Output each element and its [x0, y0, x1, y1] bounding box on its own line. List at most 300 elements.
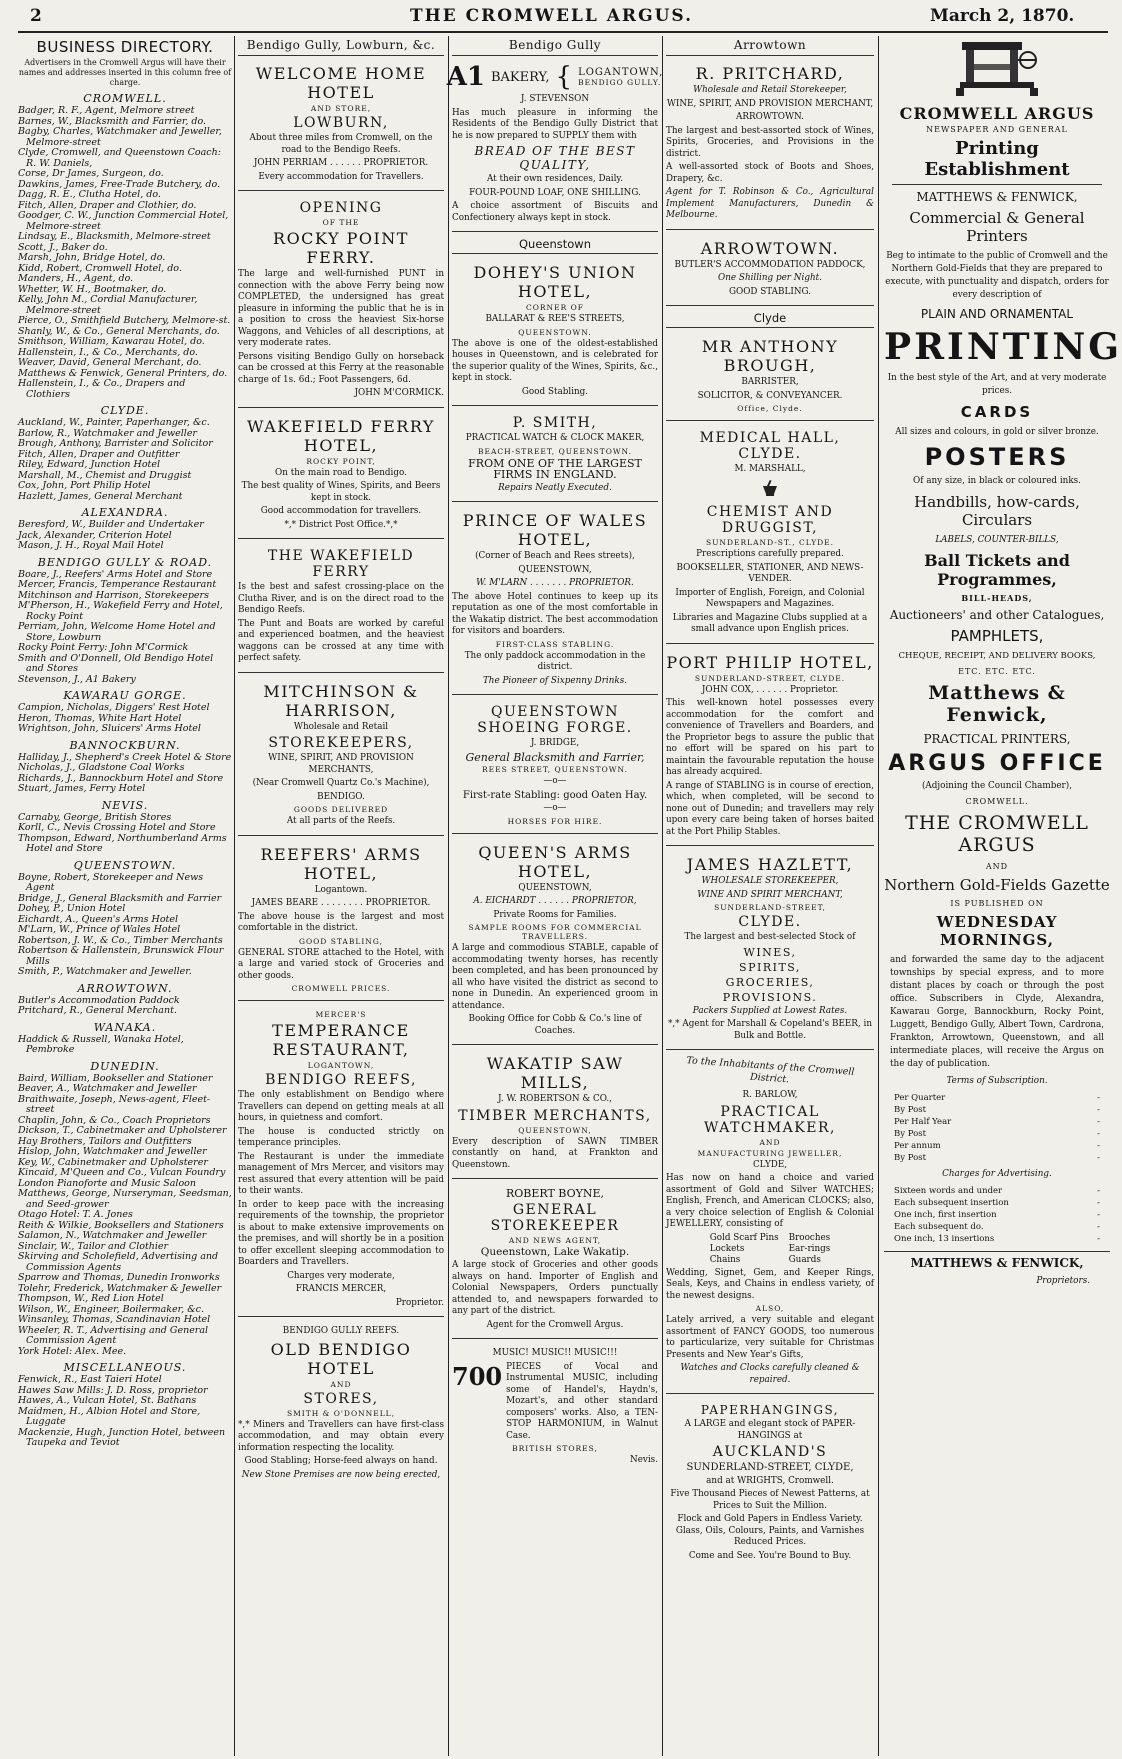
- table-cell: -: [1097, 1105, 1100, 1115]
- directory-entry: Cox, John, Port Philip Hotel: [18, 480, 151, 491]
- and-line: AND: [985, 862, 1009, 871]
- queens-arms-hotel-ad: [452, 837, 658, 1046]
- ad-title: WELCOME HOME HOTEL: [255, 64, 427, 102]
- column-heading: Bendigo Gully, Lowburn, &c.: [238, 38, 444, 56]
- directory-entry: Mackenzie, Hugh, Junction Hotel, between Taupeka and Teviot: [18, 1426, 226, 1448]
- directory-entry: Otago Hotel: T. A. Jones: [18, 1209, 133, 1220]
- directory-town-heading: CLYDE.: [100, 404, 150, 417]
- directory-entry: Reith & Wilkie, Booksellers and Stationers: [18, 1219, 224, 1231]
- ad-line: The only paddock accommodation in the district.: [464, 650, 646, 672]
- ad-place: ARROWTOWN.: [736, 112, 804, 122]
- ad-body: Has much pleasure in informing the Residents of the Bendigo Gully District that he is now prepared to SUPPLY them with: [452, 107, 658, 141]
- directory-entry: Thompson, W., Red Lion Hotel: [18, 1293, 164, 1304]
- column-argus-printing: [884, 36, 1122, 1756]
- ad-item: PROVISIONS.: [722, 990, 818, 1004]
- jewellery-list: [666, 1233, 874, 1266]
- office-location: (Adjoining the Council Chamber),: [922, 781, 1072, 791]
- directory-town-heading: NEVIS.: [101, 798, 149, 812]
- directory-town-heading: QUEENSTOWN.: [73, 858, 177, 872]
- ad-line: Charges very moderate,: [287, 1270, 395, 1281]
- ad-body: Persons visiting Bendigo Gully on horseback can be crossed at this Ferry at the reasonable charge of 1s. 6d.; Foot Passengers, 6d.: [238, 351, 444, 385]
- directory-entry: Matthews, George, Nurseryman, Seedsman, and Seed-grower: [18, 1188, 232, 1210]
- table-row: [894, 1197, 1100, 1209]
- table-cell: Per annum: [894, 1141, 941, 1151]
- table-cell: By Post: [894, 1153, 927, 1163]
- directory-entry: Stevenson, J., A1 Bakery: [18, 673, 136, 685]
- directory-entry: Tolehr, Frederick, Watchmaker & Jeweller: [18, 1282, 222, 1294]
- ad-note: Every accommodation for Travellers.: [258, 171, 424, 182]
- table-row: [894, 1221, 1100, 1233]
- directory-entry: Mercer, Francis, Temperance Restaurant: [18, 579, 217, 590]
- ad-number: 700: [452, 1361, 503, 1391]
- ad-title: ROCKY POINT FERRY.: [273, 229, 409, 267]
- directory-entry: Marsh, John, Bridge Hotel, do.: [18, 252, 166, 263]
- auctioneers-line: Auctioneers' and other Catalogues,: [889, 608, 1105, 622]
- directory-entry: Carnaby, George, British Stores: [18, 811, 172, 823]
- ad-title: ARROWTOWN.: [700, 238, 840, 258]
- directory-entry: Smith and O'Donnell, Old Bendigo Hotel and Stores: [18, 652, 214, 674]
- masthead: [0, 0, 1114, 30]
- argus-title: CROMWELL ARGUS: [899, 104, 1095, 123]
- ad-body: The Punt and Boats are worked by careful and experienced boatmen, and the heaviest waggons can be crossed at any time with perfect safety.: [238, 618, 444, 663]
- ad-body: A well-assorted stock of Boots and Shoes, Drapery, &c.: [666, 162, 874, 184]
- music-ad: [452, 1342, 658, 1474]
- table-cell: Each subsequent insertion: [894, 1198, 1009, 1208]
- directory-entry: Bridge, J., General Blacksmith and Farrier: [18, 892, 222, 904]
- ad-line: BOOKSELLER, STATIONER, AND NEWS-VENDER.: [676, 562, 864, 584]
- ad-line: At their own residences, Daily.: [486, 174, 624, 184]
- ad-line: CROMWELL PRICES.: [291, 984, 391, 993]
- directory-entry: Hawes Saw Mills: J. D. Ross, proprietor: [18, 1384, 208, 1396]
- ad-place: QUEENSTOWN,: [518, 564, 592, 575]
- ad-line: GOOD STABLING,: [299, 936, 383, 946]
- ad-line: GOOD STABLING.: [728, 286, 812, 297]
- ad-highlight: FROM ONE OF THE LARGEST FIRMS IN ENGLAND.: [468, 456, 642, 481]
- ad-place: QUEENSTOWN,: [518, 1125, 592, 1135]
- office-town: CROMWELL.: [965, 797, 1029, 806]
- ad-line: BARRISTER,: [741, 377, 799, 387]
- table-cell: -: [1097, 1186, 1100, 1196]
- ad-line: Good Stabling; Horse-feed always on hand.: [244, 1456, 438, 1466]
- ad-agent: Agent for T. Robinson & Co., Agricultural Implement Manufacturers, Dunedin & Melbourne.: [666, 187, 874, 220]
- list-item: Brooches: [788, 1232, 831, 1243]
- ad-line: ALSO,: [755, 1304, 785, 1313]
- table-cell: -: [1097, 1141, 1100, 1151]
- directory-entry: Boyne, Robert, Storekeeper and News Agent: [18, 871, 204, 893]
- directory-town-heading: CROMWELL.: [83, 92, 167, 105]
- table-cell: By Post: [894, 1129, 927, 1139]
- ad-a1: A1: [446, 62, 485, 92]
- ad-body: Good accommodation for travellers.: [260, 506, 422, 516]
- ad-address: SUNDERLAND-STREET, CLYDE.: [694, 673, 846, 683]
- directory-entry: Campion, Nicholas, Diggers' Rest Hotel: [18, 702, 210, 713]
- directory-entry: Fitch, Allen, Draper and Outfitter: [18, 448, 180, 460]
- james-hazlett-ad: [666, 849, 874, 1050]
- ad-divider: —o—: [543, 803, 567, 813]
- ad-trade: WINE, SPIRIT, AND PROVISION MERCHANT,: [666, 98, 874, 109]
- ad-arc-text: To the Inhabitants of the Cromwell District.: [686, 1055, 855, 1085]
- ad-body: Importer of English, Foreign, and Colonial Newspapers and Magazines.: [675, 587, 865, 609]
- directory-entry: Dickson, T., Cabinetmaker and Upholsterer: [18, 1125, 227, 1136]
- arrowtown-paddock-ad: [666, 233, 874, 307]
- directory-town-heading: ALEXANDRA.: [81, 506, 169, 519]
- jewellery-list-left: [710, 1233, 779, 1266]
- directory-entry: Matthews & Fenwick, General Printers, do.: [18, 367, 228, 379]
- table-cell: One inch, first insertion: [894, 1210, 997, 1220]
- practical-printers: PRACTICAL PRINTERS,: [923, 732, 1071, 746]
- directory-entry: Korll, C., Nevis Crossing Hotel and Store: [18, 822, 216, 833]
- ad-subtitle: Wholesale and Retail Storekeeper,: [693, 85, 847, 95]
- printing-press-icon: [952, 38, 1042, 98]
- table-cell: -: [1097, 1210, 1100, 1220]
- ad-line: Booking Office for Cobb & Co.'s line of Coaches.: [468, 1014, 642, 1036]
- mortar-icon: [666, 478, 874, 503]
- ad-title: JAMES HAZLETT,: [686, 855, 854, 874]
- directory-heading: BUSINESS DIRECTORY.: [36, 38, 214, 56]
- directory-entry: Rocky Point Ferry: John M'Cormick: [18, 642, 189, 653]
- ad-body: In order to keep pace with the increasing requirements of the township, the proprietor is about to make extensive improvements on the premises, and will shortly be in a position to offer excellent sleeping accommodation to Boarders and Travellers.: [238, 1199, 444, 1267]
- directory-entry: Whetter, W. H., Bootmaker, do.: [18, 283, 167, 295]
- published-on: IS PUBLISHED ON: [950, 899, 1044, 908]
- directory-entry: M'Pherson, H., Wakefield Ferry and Hotel, Rocky Point: [18, 600, 223, 622]
- table-cell: One inch, 13 insertions: [894, 1234, 995, 1244]
- posters-heading: POSTERS: [924, 443, 1070, 471]
- directory-entry: Bagby, Charles, Watchmaker and Jeweller, Melmore-street: [18, 126, 222, 148]
- ad-title-row: [446, 62, 664, 92]
- ad-line: STORES,: [303, 1390, 379, 1407]
- table-cell: Per Half Year: [894, 1117, 952, 1127]
- column-heading: Bendigo Gully: [452, 38, 658, 56]
- directory-entry: Skirving and Scholefield, Advertising and Commission Agents: [18, 1251, 219, 1273]
- directory-entry: Sinclair, W., Tailor and Clothier: [18, 1240, 169, 1252]
- ad-line: SOLICITOR, & CONVEYANCER.: [697, 390, 843, 401]
- table-cell: -: [1097, 1093, 1100, 1103]
- directory-entry: Hallenstein, I., & Co., Drapers and Clothiers: [18, 378, 186, 400]
- table-row: [894, 1152, 1100, 1164]
- ad-proprietor: A. EICHARDT . . . . . . PROPRIETOR,: [473, 896, 637, 906]
- subscription-table: [884, 1092, 1110, 1164]
- printing-style: In the best style of the Art, and at very moderate prices.: [887, 373, 1107, 396]
- ad-line: Repairs Neatly Executed.: [498, 482, 612, 493]
- ad-item: WINES,: [743, 945, 797, 959]
- ad-title: PORT PHILIP HOTEL,: [666, 652, 874, 672]
- directory-entry: Hazlett, James, General Merchant: [18, 490, 183, 502]
- ad-agent: *,* Agent for Marshall & Copeland's BEER, in Bulk and Bottle.: [667, 1019, 872, 1041]
- prince-of-wales-hotel-ad: [452, 505, 658, 695]
- ad-place: Logantown.: [314, 884, 368, 895]
- ad-title: PRACTICAL WATCHMAKER,: [704, 1103, 836, 1136]
- ad-kicker: MERCER'S: [315, 1010, 367, 1019]
- ad-body-row: [452, 1362, 658, 1443]
- argus-subtitle: NEWSPAPER AND GENERAL: [926, 125, 1068, 134]
- ad-line: At all parts of the Reefs.: [286, 816, 396, 826]
- ad-line: Private Rooms for Families.: [493, 909, 617, 920]
- ad-line: and at WRIGHTS, Cromwell.: [706, 1475, 834, 1486]
- ad-owner: J. BRIDGE,: [530, 738, 580, 748]
- ad-line: Office, Clyde.: [737, 404, 803, 413]
- directory-intro: Advertisers in the Cromwell Argus will have their names and addresses inserted in this column free of charge.: [18, 58, 232, 87]
- ad-place: LOGANTOWN,: [307, 1061, 375, 1070]
- directory-entry: Stuart, James, Ferry Hotel: [18, 783, 146, 794]
- directory-entry: Boare, J., Reefers' Arms Hotel and Store: [18, 568, 213, 580]
- ad-trade: WHOLESALE STOREKEEPER,: [701, 876, 839, 886]
- directory-entry: Brough, Anthony, Barrister and Solicitor: [18, 438, 213, 449]
- directory-entry: Key, W., Cabinetmaker and Upholsterer: [18, 1156, 208, 1168]
- directory-entry: Salamon, N., Watchmaker and Jeweller: [18, 1230, 207, 1241]
- ad-title: QUEEN'S ARMS HOTEL,: [478, 842, 632, 881]
- etc-line: ETC. ETC. ETC.: [958, 667, 1036, 676]
- directory-town-heading: KAWARAU GORGE.: [63, 689, 187, 702]
- ad-body: A large and commodious STABLE, capable of accommodating twenty horses, has recently been completed, and has been pronounced by all who have visited the district as second to none in Dunedin. An experienced groom in attendance.: [452, 943, 658, 1011]
- ad-item: GROCERIES,: [725, 975, 815, 989]
- ad-place: LOGANTOWN,: [578, 67, 664, 78]
- ad-place: CLYDE.: [738, 914, 802, 930]
- list-item: Gold Scarf Pins: [709, 1232, 779, 1243]
- business-directory-column: [18, 36, 232, 1756]
- pamphlets-line: PAMPHLETS,: [950, 627, 1044, 645]
- ad-signature: JOHN M'CORMICK.: [354, 388, 444, 398]
- queenstown-shoeing-forge-ad: [452, 698, 658, 834]
- ad-kicker: OPENING: [299, 200, 383, 216]
- ad-place: QUEENSTOWN,: [518, 882, 592, 893]
- table-row: [894, 1104, 1100, 1116]
- ad-place: BENDIGO REEFS,: [265, 1072, 417, 1088]
- ad-name: AUCKLAND'S: [712, 1444, 828, 1460]
- ad-places: [578, 67, 663, 87]
- directory-entry: Weaver, David, General Merchant, do.: [18, 357, 202, 368]
- directory-entry: Riley, Edward, Junction Hotel: [18, 459, 161, 470]
- ad-trade: CHEMIST AND DRUGGIST,: [706, 504, 834, 536]
- directory-entry: York Hotel: Alex. Mee.: [18, 1345, 127, 1357]
- ad-line: AND NEWS AGENT,: [508, 1235, 602, 1245]
- ad-subtitle: AND STORE,: [310, 104, 372, 113]
- printer-trade: Commercial & General Printers: [909, 209, 1085, 245]
- ad-line: CORNER OF: [526, 303, 584, 312]
- directory-entry: Robertson & Hallenstein, Brunswick Flour Mills: [18, 945, 224, 967]
- directory-entry: Dohey, P., Union Hotel: [18, 903, 126, 914]
- ad-body: The above Hotel continues to keep up its reputation as one of the most comfortable in the Wakatip district. The best accommodation for visitors and boarders.: [452, 591, 658, 636]
- ad-title: REEFERS' ARMS HOTEL,: [260, 844, 422, 883]
- column-bendigo-queenstown: [446, 36, 664, 1756]
- ad-line: On the main road to Bendigo.: [275, 467, 407, 478]
- ad-title: TEMPERANCE RESTAURANT,: [272, 1021, 410, 1059]
- ad-body: GENERAL STORE attached to the Hotel, with a large and varied stock of Groceries and other goods.: [238, 947, 444, 981]
- ad-body: Every description of SAWN TIMBER constantly on hand, at Frankton and Queenstown.: [452, 1136, 658, 1170]
- table-row: [894, 1116, 1100, 1128]
- list-item: Guards: [788, 1254, 821, 1265]
- posters-sub: Of any size, in black or coloured inks.: [913, 476, 1081, 486]
- ad-title: PAPERHANGINGS,: [700, 1403, 840, 1417]
- ad-title: DOHEY'S UNION HOTEL,: [473, 263, 637, 301]
- page-number: 2: [30, 6, 42, 26]
- ad-title: MUSIC! MUSIC!! MUSIC!!!: [492, 1348, 618, 1358]
- ad-body: Five Thousand Pieces of Newest Patterns, at Prices to Suit the Million.: [670, 1489, 870, 1511]
- a1-bakery-ad: [446, 58, 664, 232]
- wednesday-mornings: WEDNESDAY MORNINGS,: [936, 913, 1058, 949]
- ad-price: One Shilling per Night.: [718, 273, 822, 283]
- ad-body: Has now on hand a choice and varied assortment of Gold and Silver WATCHES; English, French, and American CLOCKS; also, a very choice selection of English & Colonial JEWELLERY, consisting of: [666, 1173, 874, 1229]
- ad-role: Proprietor.: [395, 1297, 444, 1308]
- printer-intro: Beg to intimate to the public of Cromwell and the Northern Gold-Fields that they are prepared to execute, with punctuality and dispatch, orders for every description of: [885, 251, 1109, 300]
- ad-body: The best quality of Wines, Spirits, and Beers kept in stock.: [241, 481, 441, 503]
- ad-title: MEDICAL HALL, CLYDE.: [699, 430, 841, 462]
- directory-entry: Mason, J. H., Royal Mail Hotel: [18, 540, 164, 551]
- directory-entry: Winsanley, Thomas, Scandinavian Hotel: [18, 1314, 211, 1325]
- column-arrowtown-clyde: [666, 36, 874, 1756]
- ad-proprietor: W. M'LARN . . . . . . . PROPRIETOR.: [476, 578, 634, 588]
- directory-entry: Wheeler, R. T., Advertising and General Commission Agent: [18, 1324, 209, 1346]
- ad-title: MR ANTHONY BROUGH,: [701, 337, 839, 375]
- r-barlow-ad: [666, 1053, 874, 1394]
- paperhangings-ad: [666, 1397, 874, 1569]
- ad-body: This well-known hotel possesses every accommodation for the comfort and convenience of Travellers and Boarders, and the Proprietor begs to assure the public that no effort will be spared on his part to maintain the favourable reputation the house has already acquired.: [666, 698, 874, 777]
- newspaper-title: THE CROMWELL ARGUS.: [410, 6, 693, 26]
- ad-address: SUNDERLAND-STREET, CLYDE,: [686, 1462, 854, 1473]
- directory-entry: Heron, Thomas, White Hart Hotel: [18, 712, 182, 724]
- labels-line: LABELS, COUNTER-BILLS,: [935, 535, 1059, 545]
- ball-tickets-line: Ball Tickets and Programmes,: [924, 551, 1070, 589]
- medical-hall-ad: [666, 424, 874, 644]
- directory-town-heading: DUNEDIN.: [90, 1059, 160, 1073]
- directory-entry: M'Larn, W., Prince of Wales Hotel: [18, 924, 181, 935]
- handbills-line: Handbills, how-cards, Circulars: [914, 493, 1080, 529]
- port-philip-hotel-ad: [666, 647, 874, 847]
- table-cell: Each subsequent do.: [894, 1222, 984, 1232]
- old-bendigo-hotel-ad: [238, 1320, 444, 1488]
- ad-body: *,* Miners and Travellers can have first-class accommodation, and may obtain every information respecting the locality.: [238, 1419, 444, 1453]
- ad-kicker: BENDIGO GULLY REEFS.: [282, 1326, 400, 1336]
- ad-body: PIECES of Vocal and Instrumental MUSIC, including some of Handel's, Haydn's, Mozart's, and other standard composers' works. Also, a TEN-STOP HARMONIUM, in Walnut Case.: [506, 1361, 658, 1441]
- wakefield-ferry-hotel-ad: [238, 411, 444, 540]
- divider: [892, 184, 1102, 185]
- directory-entry: Mitchinson and Harrison, Storekeepers: [18, 589, 209, 601]
- table-cell: -: [1097, 1234, 1100, 1244]
- directory-entry: Kidd, Robert, Cromwell Hotel, do.: [18, 262, 182, 274]
- directory-entry: Manders, H., Agent, do.: [18, 273, 134, 284]
- argus-office: ARGUS OFFICE: [888, 751, 1106, 776]
- wakatip-saw-mills-ad: [452, 1048, 658, 1179]
- directory-entry: Smithson, William, Kawarau Hotel, do.: [18, 336, 205, 347]
- billheads-line: BILL-HEADS,: [961, 593, 1033, 603]
- reefers-arms-hotel-ad: [238, 839, 444, 1002]
- list-item: Lockets: [709, 1243, 745, 1254]
- directory-entry: Robertson, J. W., & Co., Timber Merchants: [18, 934, 223, 946]
- brace-glyph: {: [555, 62, 573, 92]
- ad-subtitle: Wholesale and Retail: [293, 721, 389, 732]
- ad-address: SUNDERLAND-ST., CLYDE.: [705, 538, 835, 547]
- table-row: [894, 1092, 1100, 1104]
- masthead-rule: [18, 31, 1108, 33]
- ad-title: BAKERY,: [490, 69, 550, 85]
- table-row: [894, 1140, 1100, 1152]
- column-bendigo-lowburn: [238, 36, 444, 1756]
- robert-boyne-ad: [452, 1182, 658, 1339]
- ad-place: CLYDE,: [752, 1159, 788, 1170]
- ad-line: AND: [330, 1379, 352, 1389]
- ad-body: The Restaurant is under the immediate management of Mrs Mercer, and visitors may rest assured that every attention will be paid to their wants.: [238, 1151, 444, 1196]
- table-cell: -: [1097, 1153, 1100, 1163]
- directory-entry: Perriam, John, Welcome Home Hotel and Store, Lowburn: [18, 621, 216, 643]
- footer-name: MATTHEWS & FENWICK,: [884, 1251, 1110, 1270]
- directory-entry: Haddick & Russell, Wanaka Hotel, Pembroke: [18, 1033, 184, 1055]
- advertising-table: [884, 1185, 1110, 1245]
- charges-heading: Charges for Advertising.: [942, 1169, 1052, 1179]
- column-rule: [662, 36, 663, 1756]
- directory-entry: Lindsay, E., Blacksmith, Melmore-street: [18, 231, 211, 242]
- ad-place: LOWBURN,: [293, 115, 389, 131]
- ad-body: Flock and Gold Papers in Endless Variety. Glass, Oils, Colours, Paints, and Varnishes Reduced Prices.: [675, 1514, 865, 1547]
- ad-place: Queenstown, Lake Wakatip.: [480, 1245, 630, 1258]
- directory-entry: Marshall, M., Chemist and Druggist: [18, 469, 192, 481]
- printer-name: MATTHEWS & FENWICK,: [916, 190, 1078, 204]
- ad-trade: General Blacksmith and Farrier,: [465, 750, 645, 764]
- ad-body: A large stock of Groceries and other goods always on hand. Importer of English and Colonial Newspapers, Orders punctually attended to, and newspapers forwarded to any part of the district.: [452, 1260, 658, 1316]
- ad-line: FIRST-CLASS STABLING.: [495, 639, 615, 649]
- ad-line: Prescriptions carefully prepared.: [696, 549, 844, 559]
- ad-trade: STOREKEEPERS,: [268, 735, 414, 751]
- ad-line: BALLARAT & REE'S STREETS,: [485, 314, 625, 324]
- table-row: [894, 1209, 1100, 1221]
- ad-place: Nevis.: [630, 1455, 658, 1465]
- ad-body: The large and well-furnished PUNT in connection with the above Ferry being now COMPLETED, the undersigned has great pleasure in informing the public that he is in a position to cross the heaviest Six-horse Waggons, and Vehicles of all descriptions, at very moderate rates.: [238, 269, 444, 348]
- directory-entry: Wrightson, John, Sluicers' Arms Hotel: [18, 723, 201, 734]
- ad-proprietor: JOHN COX, . . . . . . Proprietor.: [701, 684, 839, 695]
- ad-address: SUNDERLAND-STREET,: [714, 903, 826, 912]
- ad-line: (Corner of Beach and Rees streets),: [475, 551, 635, 561]
- ad-trade: WINE AND SPIRIT MERCHANT,: [697, 889, 843, 900]
- ad-signature: FRANCIS MERCER,: [295, 1284, 387, 1294]
- column-rule: [878, 36, 879, 1756]
- ad-body: About three miles from Cromwell, on the road to the Bendigo Reefs.: [249, 133, 433, 155]
- ad-body: The house is conducted strictly on temperance principles.: [238, 1126, 444, 1148]
- table-cell: By Post: [894, 1105, 927, 1115]
- pritchard-ad: [666, 58, 874, 230]
- table-row: [894, 1185, 1100, 1197]
- directory-town-heading: BENDIGO GULLY & ROAD.: [37, 555, 213, 569]
- ad-owners: SMITH & O'DONNELL,: [286, 1408, 396, 1418]
- issue-date: March 2, 1870.: [930, 6, 1075, 26]
- ad-body: The largest and best-assorted stock of Wines, Spirits, Groceries, and Provisions in the district.: [666, 125, 874, 159]
- directory-entry: Fenwick, R., East Taieri Hotel: [18, 1374, 162, 1385]
- directory-entry: Jack, Alexander, Criterion Hotel: [18, 529, 172, 541]
- list-item: Ear-rings: [788, 1243, 831, 1254]
- ad-line: AND: [759, 1137, 781, 1147]
- directory-entry: Braithwaite, Joseph, News-agent, Fleet-street: [18, 1093, 211, 1115]
- table-cell: -: [1097, 1129, 1100, 1139]
- directory-entry: Beaver, A., Watchmaker and Jeweller: [18, 1083, 197, 1094]
- ad-owner: J. STEVENSON: [520, 94, 590, 104]
- table-cell: Per Quarter: [894, 1093, 946, 1103]
- directory-town-heading: ARROWTOWN.: [77, 981, 173, 995]
- ad-body: A range of STABLING is in course of erection, which, when completed, will be second to none out of Dunedin; and travellers may rely upon every care being taken of horses baited at the Port Philip Stables.: [666, 780, 874, 837]
- ad-body: The only establishment on Bendigo where Travellers can depend on getting meals at all hours, in quietness and comfort.: [238, 1090, 444, 1123]
- ad-body: Lately arrived, a very suitable and elegant assortment of FANCY GOODS, too numerous to particularize, very suitable for Christmas Presents and New Year's Gifts,: [666, 1315, 874, 1360]
- directory-entry: Barnes, W., Blacksmith and Farrier, do.: [18, 115, 207, 127]
- directory-entry: Clyde, Cromwell, and Queenstown Coach: R. W. Daniels,: [18, 147, 221, 169]
- ad-place: BENDIGO GULLY.: [578, 78, 662, 87]
- ad-line: FOUR-POUND LOAF, ONE SHILLING.: [469, 187, 641, 198]
- directory-list: [18, 92, 232, 1449]
- column-heading: Arrowtown: [666, 38, 874, 56]
- ad-address: REES STREET, QUEENSTOWN.: [482, 765, 628, 774]
- list-item: Chains: [709, 1254, 741, 1265]
- ad-place: ROCKY POINT,: [306, 456, 376, 466]
- cards-heading: CARDS: [960, 403, 1034, 421]
- ad-line: Good Stabling.: [521, 386, 589, 397]
- directory-entry: Halliday, J., Shepherd's Creek Hotel & Store: [18, 751, 232, 763]
- ad-trade: GENERAL STOREKEEPER: [490, 1201, 620, 1234]
- directory-entry: Corse, Dr James, Surgeon, do.: [18, 168, 164, 179]
